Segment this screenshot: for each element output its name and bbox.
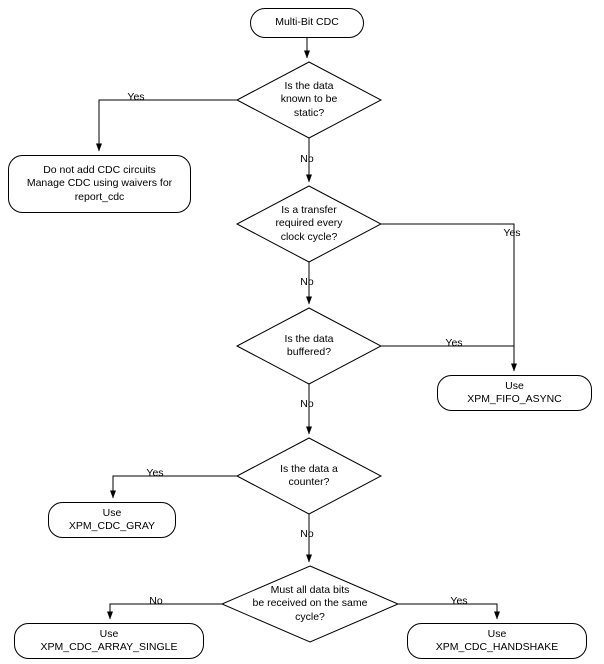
node-start-shape <box>251 9 364 38</box>
node-fifo-label: Use XPM_FIFO_ASYNC <box>467 379 562 405</box>
edge-label-d1-yes: Yes <box>127 91 145 103</box>
edge-label-d4-yes: Yes <box>146 467 164 479</box>
node-array-single-shape <box>15 624 204 659</box>
node-gray-shape <box>49 503 176 538</box>
node-d1-shape <box>237 62 381 138</box>
edge-label-d5-no: No <box>149 595 163 607</box>
edge-label-d2-yes: Yes <box>503 227 521 239</box>
node-d4-label: Is the data a counter? <box>280 462 338 488</box>
node-d1-label: Is the data known to be static? <box>280 79 338 119</box>
node-fifo-shape <box>438 376 592 411</box>
edge-label-d4-no: No <box>300 528 314 540</box>
node-d5-label: Must all data bits be received on the same cycle? <box>252 583 368 623</box>
node-d2-shape <box>237 186 381 262</box>
edge-d5-no-to-array-single <box>110 604 222 619</box>
edge-label-d2-no: No <box>300 276 314 288</box>
node-handshake-label: Use XPM_CDC_HANDSHAKE <box>435 627 559 653</box>
node-start-label: Multi-Bit CDC <box>275 16 339 29</box>
edge-label-d1-no: No <box>300 153 314 165</box>
node-d3-shape <box>237 308 381 384</box>
node-d3-label: Is the data buffered? <box>284 332 334 358</box>
node-d5-shape <box>222 566 398 642</box>
node-d4-shape <box>237 438 381 514</box>
edge-label-d3-no: No <box>300 398 314 410</box>
node-waivers-shape <box>9 156 191 213</box>
node-waivers-label: Do not add CDC circuits Manage CDC using waivers for report_cdc <box>26 163 173 203</box>
edge-label-d5-yes: Yes <box>450 595 468 607</box>
node-d2-label: Is a transfer required every clock cycle? <box>275 203 343 243</box>
edge-d4-yes-to-gray <box>113 476 237 498</box>
node-handshake-shape <box>408 624 587 659</box>
edge-label-d3-yes: Yes <box>445 337 463 349</box>
edge-d1-yes-to-waivers <box>99 100 237 151</box>
node-array-single-label: Use XPM_CDC_ARRAY_SINGLE <box>40 627 178 653</box>
node-gray-label: Use XPM_CDC_GRAY <box>68 506 156 532</box>
